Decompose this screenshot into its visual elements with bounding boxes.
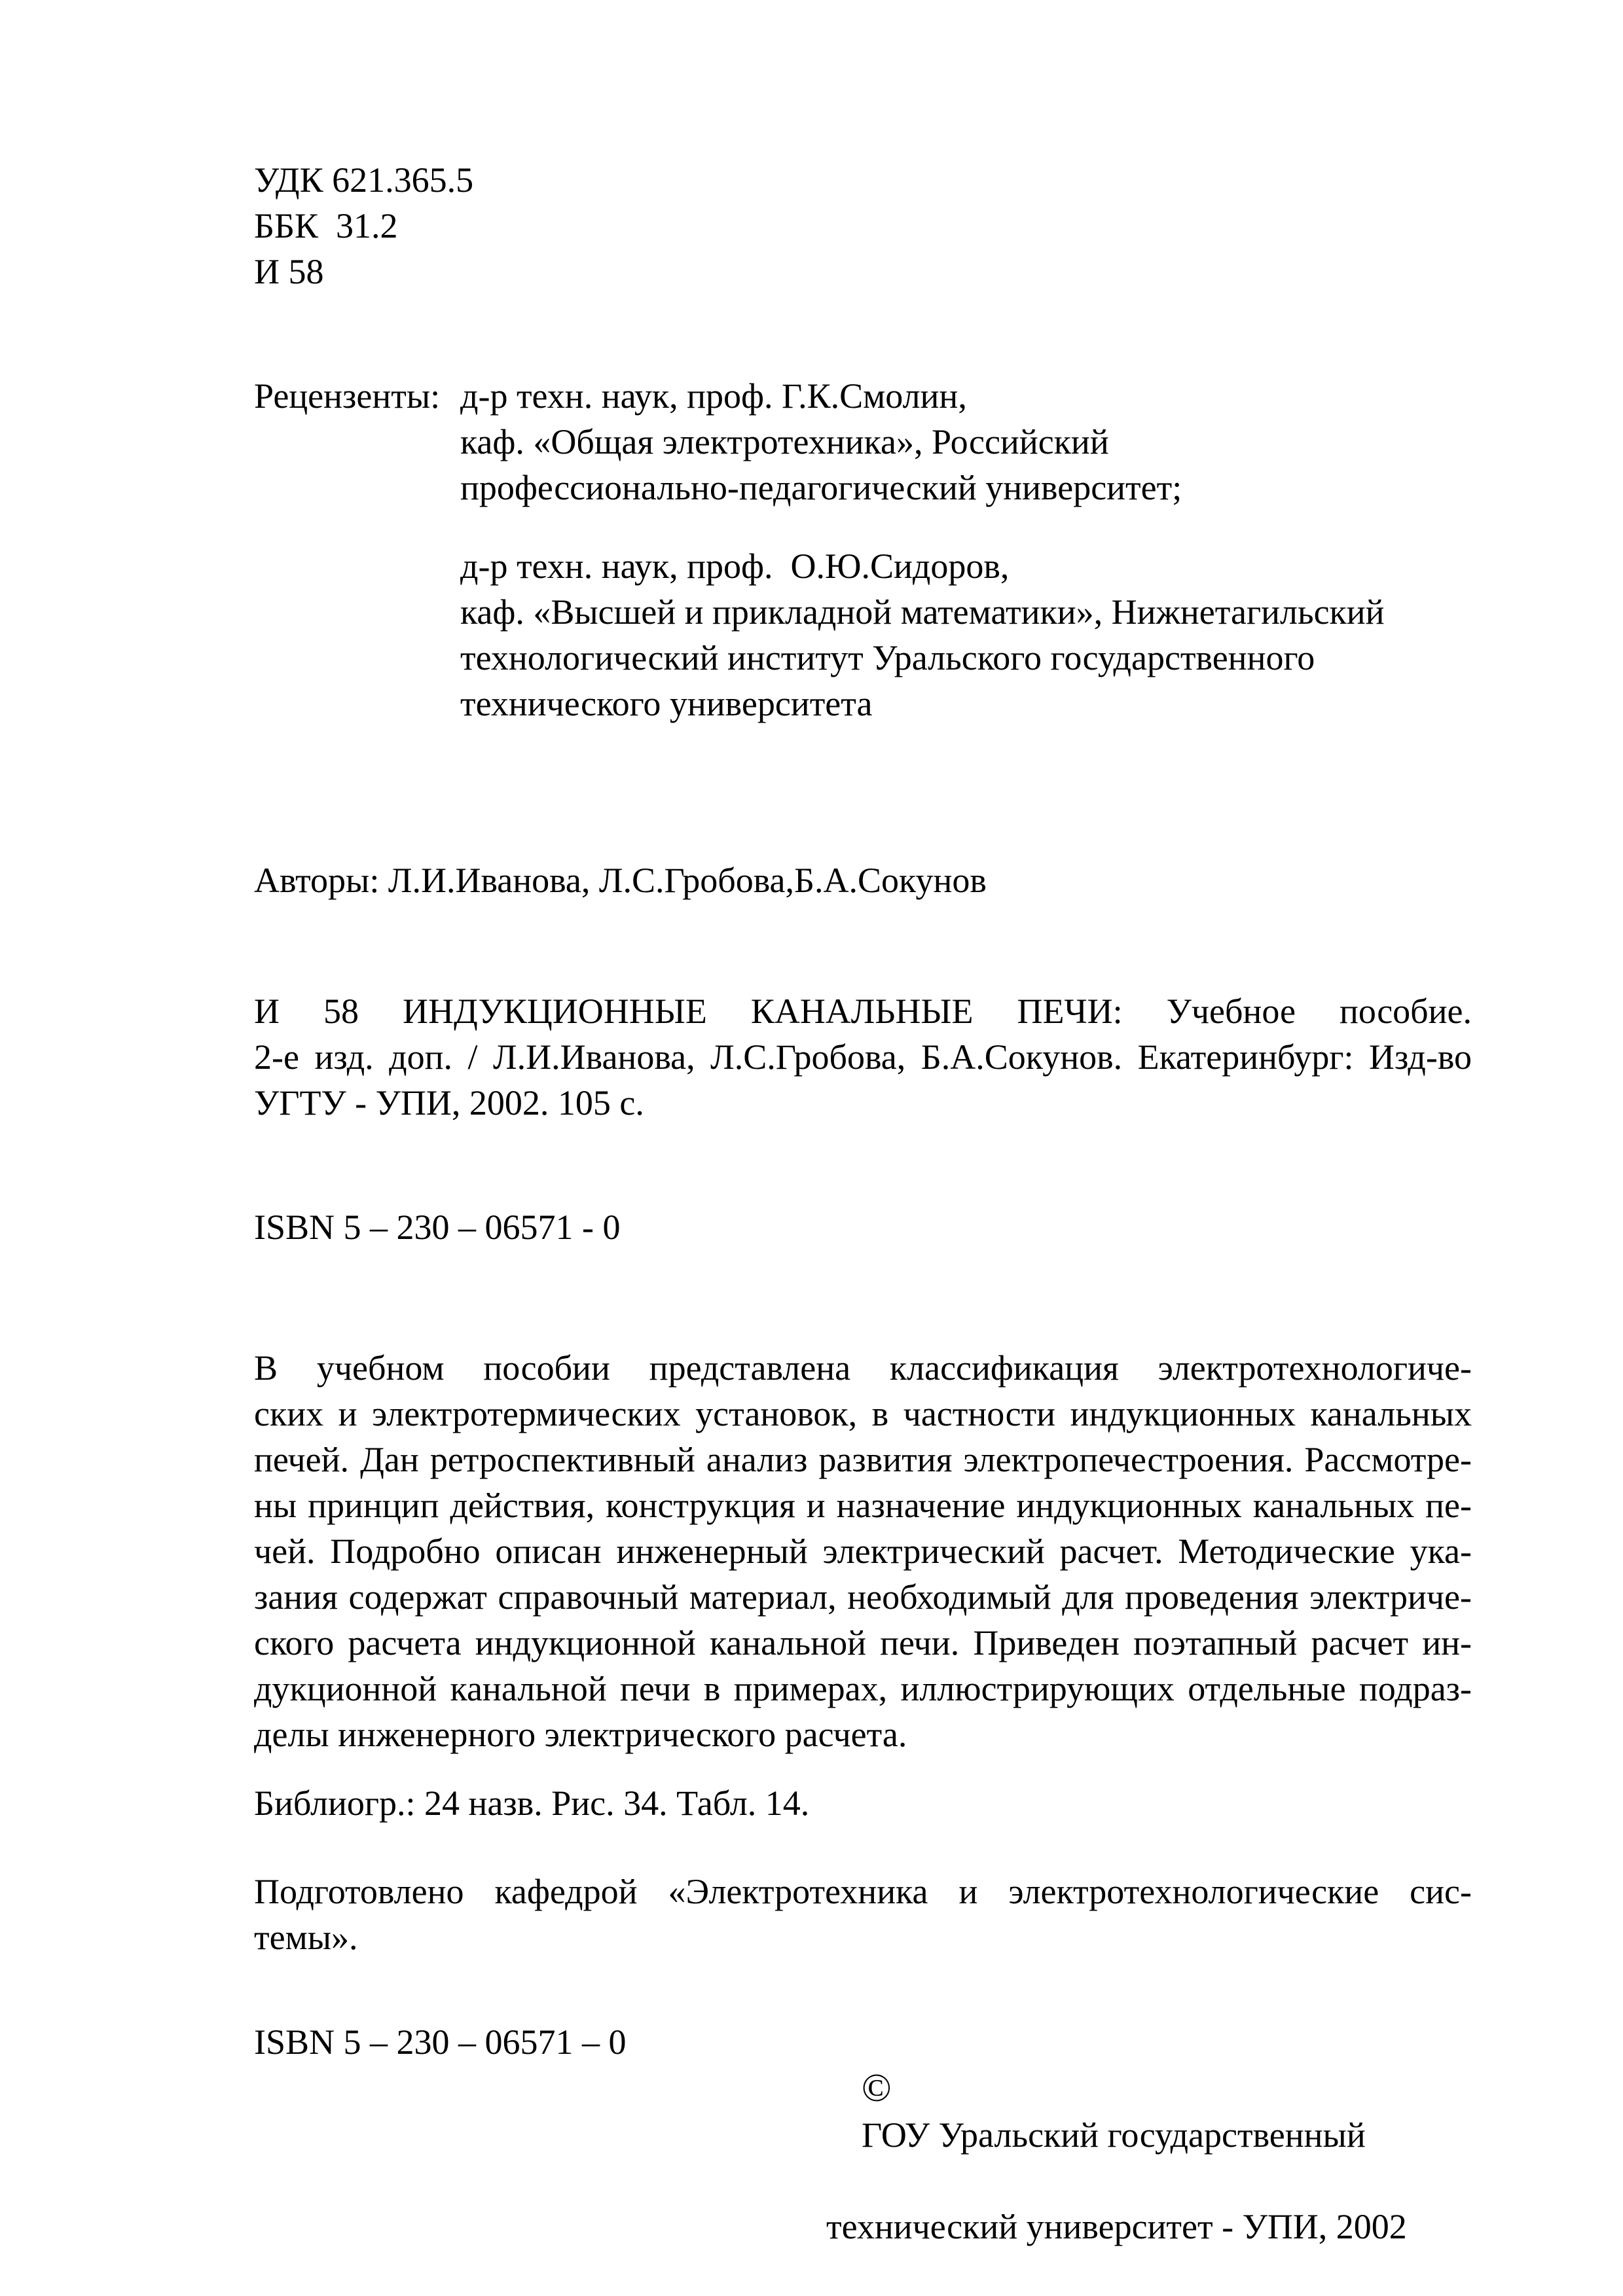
prepared-by [254,1869,1472,1960]
reviewer-1-line: профессионально-педагогический университет; [460,468,1182,507]
copyright-holder: ГОУ Уральский государственный [862,2115,1366,2155]
abstract-line: чей. Подробно описан инженерный электрический расчет. Методические ука- [254,1532,1472,1571]
bib-line: 2-е изд. доп. / Л.И.Иванова, Л.С.Гробова, Б.А.Сокунов. Екатеринбург: Изд-во [254,1037,1472,1077]
bibliographic-entry [254,988,1472,1126]
bib-line: И 58 ИНДУКЦИОННЫЕ КАНАЛЬНЫЕ ПЕЧИ: Учебное пособие. [254,992,1472,1031]
abstract-line: ских и электротермических установок, в частности индукционных канальных [254,1394,1472,1433]
classification-block [254,157,473,295]
prepared-line: Подготовлено кафедрой «Электротехника и электротехнологические сис- [254,1872,1472,1911]
reviewer-2 [460,543,1385,726]
copyright-icon: © [862,2066,892,2109]
bib-line: УГТУ - УПИ, 2002. 105 с. [254,1083,644,1122]
reviewer-1 [460,373,1182,511]
isbn-top: ISBN 5 – 230 – 06571 - 0 [254,1208,621,1247]
reviewer-2-line: д-р техн. наук, проф. О.Ю.Сидоров, [460,547,1010,586]
bibliography-summary: Библиогр.: 24 назв. Рис. 34. Табл. 14. [254,1784,810,1823]
copyright-block [826,2019,1407,2250]
reviewer-2-line: каф. «Высшей и прикладной математики», Нижнетагильский [460,592,1385,632]
reviewers-label: Рецензенты: [254,376,441,416]
abstract-line: зания содержат справочный материал, необходимый для проведения электриче- [254,1577,1472,1617]
abstract-line: печей. Дан ретроспективный анализ развития электропечестроения. Рассмотре- [254,1440,1472,1479]
abstract-line: В учебном пособии представлена классификация электротехнологиче- [254,1348,1472,1388]
bbk-code: ББК 31.2 [254,206,398,245]
prepared-line: темы». [254,1918,358,1957]
isbn-bottom: ISBN 5 – 230 – 06571 – 0 [254,2022,627,2062]
abstract-line: дукционной канальной печи в примерах, иллюстрирующих отдельные подраз- [254,1669,1472,1708]
abstract [254,1345,1472,1757]
reviewer-1-line: д-р техн. наук, проф. Г.К.Смолин, [460,376,967,416]
author-mark: И 58 [254,252,324,291]
abstract-line: ского расчета индукционной канальной печи. Приведен поэтапный расчет ин- [254,1623,1472,1662]
abstract-line: ны принцип действия, конструкция и назначение индукционных канальных пе- [254,1486,1472,1525]
reviewer-2-line: технологический институт Уральского государственного [460,638,1315,677]
reviewer-2-line: технического университета [460,684,873,723]
udk-code: УДК 621.365.5 [254,160,474,200]
abstract-line: делы инженерного электрического расчета. [254,1715,907,1754]
reviewer-1-line: каф. «Общая электротехника», Российский [460,422,1109,461]
copyright-holder-line2: технический университет - УПИ, 2002 [826,2207,1407,2246]
authors-line: Авторы: Л.И.Иванова, Л.С.Гробова,Б.А.Сокунов [254,861,987,900]
